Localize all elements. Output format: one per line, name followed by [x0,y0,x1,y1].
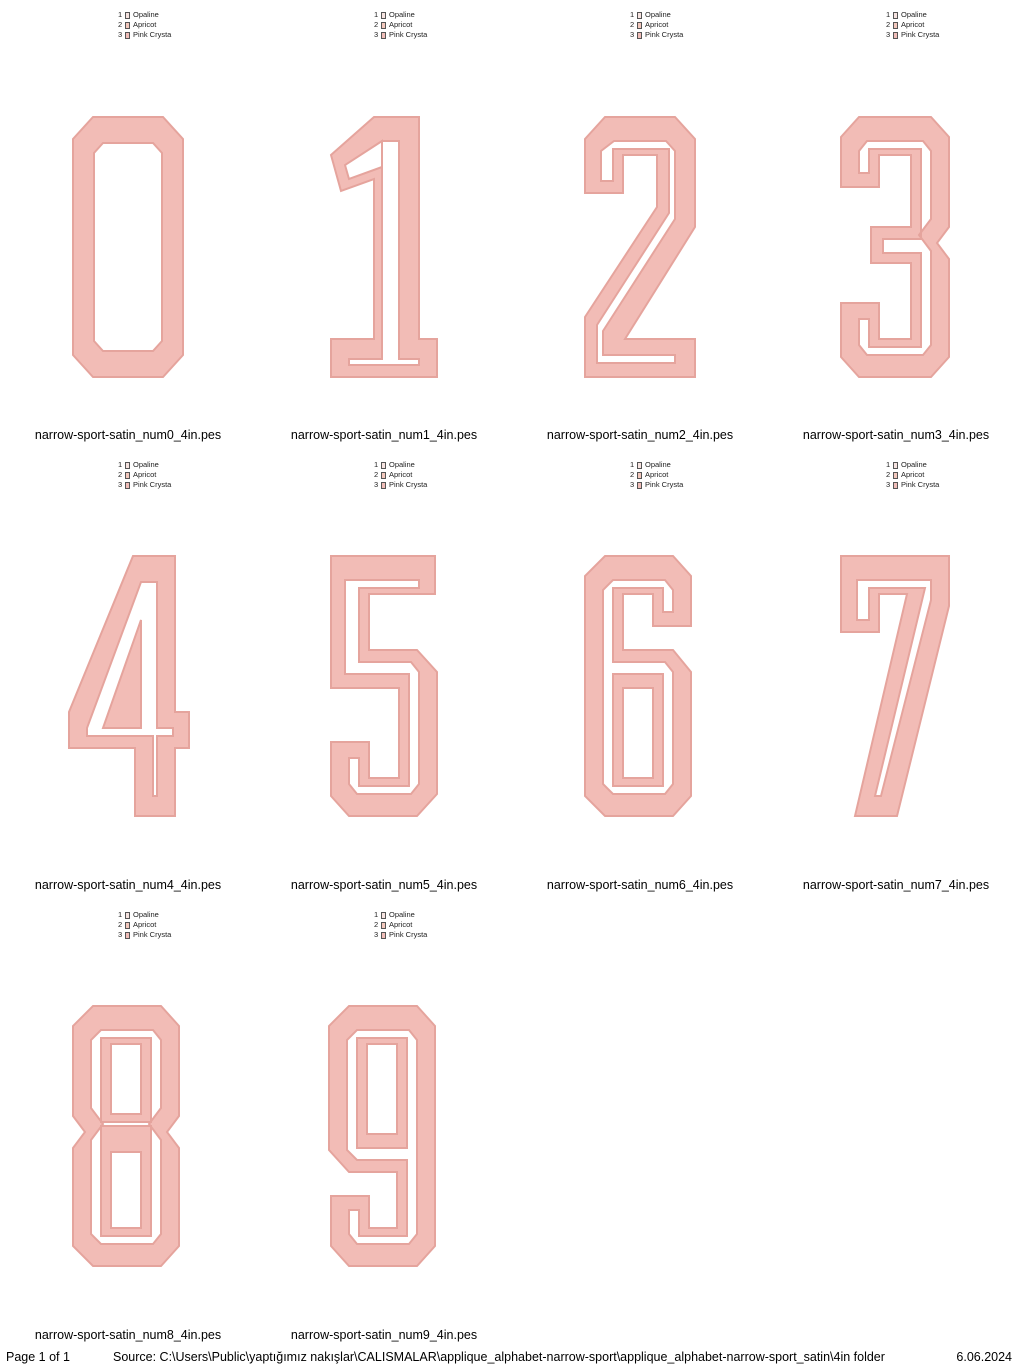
legend-row [630,470,768,480]
color-swatch-opaline [637,12,642,19]
design-filename: narrow-sport-satin_num6_4in.pes [546,878,734,892]
design-filename: narrow-sport-satin_num4_4in.pes [34,878,222,892]
color-legend [0,0,256,48]
legend-number: 1 [374,910,379,919]
legend-label: Pink Crysta [133,930,172,939]
color-swatch-pink-crystal [125,482,130,489]
legend-label: Pink Crysta [389,30,428,39]
legend-number: 2 [374,920,379,929]
color-swatch-apricot [381,22,386,29]
legend-row [886,30,1024,40]
color-swatch-opaline [893,462,898,469]
legend-label: Apricot [645,470,669,479]
color-swatch-apricot [125,922,130,929]
color-swatch-opaline [893,12,898,19]
legend-row [886,480,1024,490]
color-swatch-apricot [893,22,898,29]
legend-label: Apricot [389,20,413,29]
legend-row [374,930,512,940]
legend-number: 1 [118,910,123,919]
legend-row [630,480,768,490]
design-cell[interactable] [512,450,768,900]
legend-number: 1 [886,10,891,19]
legend-label: Opaline [901,10,927,19]
legend-label: Opaline [389,460,415,469]
design-preview-5 [256,498,512,878]
color-swatch-opaline [381,912,386,919]
color-swatch-opaline [125,912,130,919]
legend-row [118,910,256,920]
legend-number: 2 [374,20,379,29]
legend-number: 1 [374,460,379,469]
legend-row [118,20,256,30]
legend-row [118,930,256,940]
legend-label: Opaline [901,460,927,469]
legend-label: Opaline [133,910,159,919]
design-cell[interactable] [0,900,256,1350]
legend-row [374,920,512,930]
legend-row [374,470,512,480]
legend-label: Opaline [645,460,671,469]
legend-row [118,460,256,470]
design-filename: narrow-sport-satin_num1_4in.pes [290,428,478,442]
color-swatch-opaline [381,462,386,469]
color-legend [0,450,256,498]
design-filename: narrow-sport-satin_num9_4in.pes [290,1328,478,1342]
legend-label: Apricot [645,20,669,29]
legend-label: Apricot [133,470,157,479]
legend-number: 2 [118,20,123,29]
page-number: Page 1 of 1 [6,1350,70,1364]
color-legend [512,450,768,498]
print-date: 6.06.2024 [956,1350,1012,1364]
design-cell[interactable] [768,450,1024,900]
design-cell[interactable] [0,0,256,450]
color-legend [256,0,512,48]
color-legend [0,900,256,948]
legend-number: 2 [118,470,123,479]
color-swatch-pink-crystal [637,482,642,489]
legend-number: 3 [374,30,379,39]
legend-row [886,10,1024,20]
color-swatch-pink-crystal [893,482,898,489]
color-legend [512,0,768,48]
legend-row [374,460,512,470]
legend-label: Pink Crysta [389,930,428,939]
color-swatch-pink-crystal [381,932,386,939]
legend-number: 3 [118,480,123,489]
legend-row [374,30,512,40]
legend-label: Opaline [133,10,159,19]
design-preview-9 [256,948,512,1328]
legend-number: 1 [118,460,123,469]
color-swatch-apricot [637,22,642,29]
color-swatch-opaline [125,462,130,469]
design-preview-8 [0,948,256,1328]
color-swatch-pink-crystal [125,32,130,39]
legend-number: 3 [630,480,635,489]
design-preview-7 [768,498,1024,878]
design-cell[interactable] [256,450,512,900]
design-preview-6 [512,498,768,878]
legend-row [374,910,512,920]
legend-label: Apricot [389,470,413,479]
color-swatch-apricot [125,472,130,479]
legend-label: Apricot [133,920,157,929]
color-swatch-apricot [381,922,386,929]
legend-number: 1 [118,10,123,19]
color-swatch-opaline [637,462,642,469]
legend-row [118,30,256,40]
design-filename: narrow-sport-satin_num3_4in.pes [802,428,990,442]
legend-row [374,480,512,490]
legend-number: 2 [630,20,635,29]
legend-number: 3 [886,480,891,489]
legend-row [630,10,768,20]
legend-number: 3 [886,30,891,39]
color-swatch-apricot [893,472,898,479]
color-legend [256,900,512,948]
legend-row [374,20,512,30]
legend-label: Opaline [133,460,159,469]
legend-number: 3 [118,30,123,39]
design-preview-4 [0,498,256,878]
design-preview-2 [512,48,768,450]
color-swatch-apricot [381,472,386,479]
legend-label: Pink Crysta [901,30,940,39]
legend-number: 3 [374,930,379,939]
design-filename: narrow-sport-satin_num5_4in.pes [290,878,478,892]
source-path: Source: C:\Users\Public\yaptığımız nakışlar\CALISMALAR\applique_alphabet-narrow-sport\applique_alphabet-narrow-sport_satin\4in folder [113,1350,885,1364]
design-cell[interactable] [768,0,1024,450]
legend-label: Apricot [389,920,413,929]
color-swatch-opaline [125,12,130,19]
legend-number: 3 [630,30,635,39]
color-swatch-pink-crystal [381,32,386,39]
legend-number: 1 [630,10,635,19]
design-filename: narrow-sport-satin_num2_4in.pes [546,428,734,442]
design-preview-0 [0,48,256,450]
legend-label: Apricot [901,20,925,29]
color-legend [768,0,1024,48]
color-swatch-pink-crystal [637,32,642,39]
color-legend [256,450,512,498]
legend-row [630,30,768,40]
color-swatch-pink-crystal [893,32,898,39]
legend-number: 1 [630,460,635,469]
legend-label: Apricot [133,20,157,29]
color-swatch-apricot [637,472,642,479]
legend-row [118,10,256,20]
legend-label: Opaline [389,10,415,19]
legend-row [886,470,1024,480]
legend-number: 2 [886,470,891,479]
legend-row [118,920,256,930]
legend-row [630,460,768,470]
legend-number: 1 [374,10,379,19]
color-legend [768,450,1024,498]
design-cell[interactable] [256,0,512,450]
color-swatch-opaline [381,12,386,19]
legend-label: Pink Crysta [389,480,428,489]
legend-number: 2 [630,470,635,479]
legend-row [886,460,1024,470]
design-preview-1 [256,48,512,450]
design-cell[interactable] [0,450,256,900]
legend-label: Pink Crysta [133,480,172,489]
legend-label: Apricot [901,470,925,479]
page-footer [0,1330,1024,1370]
legend-row [374,10,512,20]
legend-number: 1 [886,460,891,469]
color-swatch-pink-crystal [381,482,386,489]
legend-number: 2 [118,920,123,929]
legend-label: Pink Crysta [901,480,940,489]
design-cell[interactable] [256,900,512,1350]
legend-number: 3 [374,480,379,489]
design-cell[interactable] [512,0,768,450]
legend-label: Opaline [389,910,415,919]
legend-label: Opaline [645,10,671,19]
color-swatch-apricot [125,22,130,29]
legend-number: 3 [118,930,123,939]
design-filename: narrow-sport-satin_num7_4in.pes [802,878,990,892]
design-filename: narrow-sport-satin_num8_4in.pes [34,1328,222,1342]
design-filename: narrow-sport-satin_num0_4in.pes [34,428,222,442]
legend-row [630,20,768,30]
legend-label: Pink Crysta [133,30,172,39]
legend-row [886,20,1024,30]
legend-number: 2 [374,470,379,479]
design-preview-3 [768,48,1024,450]
legend-label: Pink Crysta [645,30,684,39]
legend-row [118,480,256,490]
legend-number: 2 [886,20,891,29]
legend-row [118,470,256,480]
color-swatch-pink-crystal [125,932,130,939]
legend-label: Pink Crysta [645,480,684,489]
